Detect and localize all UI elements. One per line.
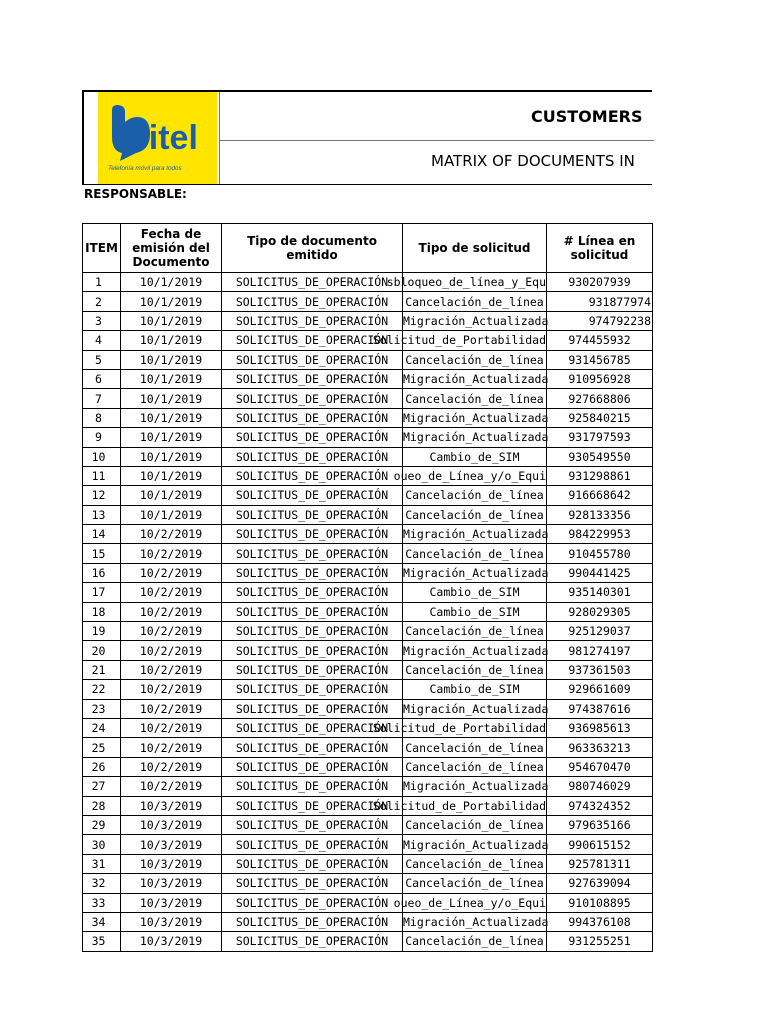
cell-linea: 930207939 <box>547 273 653 292</box>
cell-fecha: 10/1/2019 <box>121 273 222 292</box>
cell-linea: 925840215 <box>547 408 653 427</box>
cell-linea: 910108895 <box>547 893 653 912</box>
cell-item: 1 <box>83 273 121 292</box>
cell-linea: 994376108 <box>547 912 653 931</box>
cell-tipo-documento: SOLICITUS_DE_OPERACIÓN <box>222 350 403 369</box>
cell-tipo-solicitud: Cancelación_de_línea <box>403 874 547 893</box>
cell-tipo-solicitud: Migración_Actualizada <box>403 699 547 718</box>
cell-tipo-documento: SOLICITUS_DE_OPERACIÓN <box>222 389 403 408</box>
cell-fecha: 10/2/2019 <box>121 680 222 699</box>
cell-tipo-documento: SOLICITUS_DE_OPERACIÓN <box>222 699 403 718</box>
cell-item: 3 <box>83 311 121 330</box>
cell-item: 4 <box>83 331 121 350</box>
cell-linea: 974792238 <box>547 311 653 330</box>
table-row <box>83 350 653 369</box>
cell-tipo-documento: SOLICITUS_DE_OPERACIÓN <box>222 912 403 931</box>
cell-tipo-documento: SOLICITUS_DE_OPERACIÓN <box>222 525 403 544</box>
cell-linea: 974455932 <box>547 331 653 350</box>
cell-item: 29 <box>83 815 121 834</box>
cell-linea: 980746029 <box>547 777 653 796</box>
cell-tipo-documento: SOLICITUS_DE_OPERACIÓN <box>222 660 403 679</box>
cell-fecha: 10/3/2019 <box>121 874 222 893</box>
document-sheet <box>82 90 652 952</box>
cell-fecha: 10/1/2019 <box>121 350 222 369</box>
cell-linea: 910455780 <box>547 544 653 563</box>
cell-tipo-solicitud: Solicitud_de_Portabilidad <box>403 796 547 815</box>
cell-fecha: 10/3/2019 <box>121 796 222 815</box>
table-row <box>83 486 653 505</box>
cell-tipo-documento: SOLICITUS_DE_OPERACIÓN <box>222 563 403 582</box>
cell-fecha: 10/1/2019 <box>121 428 222 447</box>
cell-tipo-documento: SOLICITUS_DE_OPERACIÓN <box>222 796 403 815</box>
cell-item: 13 <box>83 505 121 524</box>
table-row <box>83 408 653 427</box>
table-row <box>83 311 653 330</box>
cell-item: 25 <box>83 738 121 757</box>
cell-tipo-solicitud: Migración_Actualizada <box>403 641 547 660</box>
cell-tipo-solicitud: Cancelación_de_línea <box>403 389 547 408</box>
cell-fecha: 10/2/2019 <box>121 525 222 544</box>
cell-fecha: 10/1/2019 <box>121 466 222 485</box>
table-row <box>83 369 653 388</box>
table-row <box>83 389 653 408</box>
cell-tipo-solicitud: oueo_de_Línea_y/o_Equi <box>403 893 547 912</box>
logo-tagline: Telefonía móvil para todos <box>108 165 182 172</box>
column-header-fecha: Fecha de emisión del Documento <box>121 224 222 273</box>
cell-fecha: 10/2/2019 <box>121 699 222 718</box>
cell-tipo-solicitud: Cancelación_de_línea <box>403 815 547 834</box>
cell-tipo-solicitud: oueo_de_Línea_y/o_Equi <box>403 466 547 485</box>
cell-tipo-solicitud: Migración_Actualizada <box>403 408 547 427</box>
cell-linea: 931298861 <box>547 466 653 485</box>
documents-table <box>82 223 653 952</box>
cell-tipo-solicitud: Migración_Actualizada <box>403 369 547 388</box>
table-row <box>83 525 653 544</box>
cell-tipo-solicitud: Cancelación_de_línea <box>403 292 547 311</box>
cell-fecha: 10/3/2019 <box>121 893 222 912</box>
cell-tipo-documento: SOLICITUS_DE_OPERACIÓN <box>222 815 403 834</box>
cell-fecha: 10/2/2019 <box>121 757 222 776</box>
cell-tipo-documento: SOLICITUS_DE_OPERACIÓN <box>222 641 403 660</box>
cell-item: 15 <box>83 544 121 563</box>
cell-fecha: 10/2/2019 <box>121 641 222 660</box>
table-row <box>83 912 653 931</box>
cell-tipo-documento: SOLICITUS_DE_OPERACIÓN <box>222 854 403 873</box>
cell-tipo-solicitud: Cancelación_de_línea <box>403 738 547 757</box>
bitel-logo-mark <box>98 92 217 184</box>
cell-item: 14 <box>83 525 121 544</box>
cell-fecha: 10/2/2019 <box>121 738 222 757</box>
cell-fecha: 10/1/2019 <box>121 486 222 505</box>
cell-tipo-documento: SOLICITUS_DE_OPERACIÓN <box>222 447 403 466</box>
cell-tipo-solicitud: Cancelación_de_línea <box>403 932 547 951</box>
cell-item: 16 <box>83 563 121 582</box>
cell-fecha: 10/3/2019 <box>121 815 222 834</box>
table-row <box>83 796 653 815</box>
cell-fecha: 10/1/2019 <box>121 447 222 466</box>
cell-fecha: 10/2/2019 <box>121 563 222 582</box>
cell-item: 33 <box>83 893 121 912</box>
cell-item: 6 <box>83 369 121 388</box>
cell-tipo-solicitud: Cancelación_de_línea <box>403 660 547 679</box>
table-row <box>83 602 653 621</box>
cell-fecha: 10/2/2019 <box>121 583 222 602</box>
cell-item: 34 <box>83 912 121 931</box>
cell-linea: 925129037 <box>547 622 653 641</box>
cell-linea: 931877974 <box>547 292 653 311</box>
table-row <box>83 932 653 951</box>
table-row <box>83 583 653 602</box>
table-row <box>83 854 653 873</box>
cell-fecha: 10/1/2019 <box>121 505 222 524</box>
cell-fecha: 10/3/2019 <box>121 835 222 854</box>
cell-fecha: 10/1/2019 <box>121 331 222 350</box>
cell-tipo-solicitud: Cancelación_de_línea <box>403 854 547 873</box>
cell-linea: 990615152 <box>547 835 653 854</box>
cell-linea: 927668806 <box>547 389 653 408</box>
cell-item: 30 <box>83 835 121 854</box>
cell-item: 24 <box>83 718 121 737</box>
cell-linea: 930549550 <box>547 447 653 466</box>
cell-fecha: 10/1/2019 <box>121 389 222 408</box>
cell-linea: 984229953 <box>547 525 653 544</box>
cell-item: 18 <box>83 602 121 621</box>
cell-linea: 974387616 <box>547 699 653 718</box>
cell-tipo-solicitud: Migración_Actualizada <box>403 428 547 447</box>
cell-linea: 928133356 <box>547 505 653 524</box>
cell-tipo-documento: SOLICITUS_DE_OPERACIÓN <box>222 311 403 330</box>
cell-tipo-solicitud: sbloqueo_de_línea_y_Equ <box>403 273 547 292</box>
cell-tipo-documento: SOLICITUS_DE_OPERACIÓN <box>222 273 403 292</box>
cell-tipo-documento: SOLICITUS_DE_OPERACIÓN <box>222 835 403 854</box>
cell-tipo-documento: SOLICITUS_DE_OPERACIÓN <box>222 602 403 621</box>
logo-wordmark: bitel <box>128 119 198 157</box>
table-row <box>83 622 653 641</box>
cell-tipo-documento: SOLICITUS_DE_OPERACIÓN <box>222 428 403 447</box>
cell-tipo-documento: SOLICITUS_DE_OPERACIÓN <box>222 331 403 350</box>
subtitle-row <box>220 141 654 184</box>
table-row <box>83 874 653 893</box>
cell-linea: 979635166 <box>547 815 653 834</box>
cell-linea: 935140301 <box>547 583 653 602</box>
cell-item: 12 <box>83 486 121 505</box>
cell-item: 10 <box>83 447 121 466</box>
table-row <box>83 447 653 466</box>
page-subtitle: MATRIX OF DOCUMENTS IN <box>431 152 635 170</box>
table-row <box>83 563 653 582</box>
document-header <box>82 90 652 184</box>
cell-item: 20 <box>83 641 121 660</box>
table-row <box>83 815 653 834</box>
cell-linea: 981274197 <box>547 641 653 660</box>
cell-tipo-documento: SOLICITUS_DE_OPERACIÓN <box>222 486 403 505</box>
cell-item: 9 <box>83 428 121 447</box>
table-body <box>83 273 653 952</box>
cell-tipo-documento: SOLICITUS_DE_OPERACIÓN <box>222 757 403 776</box>
cell-tipo-solicitud: Cancelación_de_línea <box>403 622 547 641</box>
cell-linea: 910956928 <box>547 369 653 388</box>
cell-item: 31 <box>83 854 121 873</box>
column-header-item: ITEM <box>83 224 121 273</box>
cell-tipo-solicitud: Migración_Actualizada <box>403 777 547 796</box>
cell-tipo-documento: SOLICITUS_DE_OPERACIÓN <box>222 505 403 524</box>
logo-cell <box>84 92 220 184</box>
cell-tipo-documento: SOLICITUS_DE_OPERACIÓN <box>222 777 403 796</box>
cell-tipo-solicitud: Migración_Actualizada <box>403 563 547 582</box>
cell-tipo-documento: SOLICITUS_DE_OPERACIÓN <box>222 466 403 485</box>
cell-tipo-documento: SOLICITUS_DE_OPERACIÓN <box>222 544 403 563</box>
cell-linea: 927639094 <box>547 874 653 893</box>
cell-linea: 954670470 <box>547 757 653 776</box>
cell-fecha: 10/2/2019 <box>121 544 222 563</box>
bitel-logo <box>98 92 217 184</box>
cell-tipo-solicitud: Cancelación_de_línea <box>403 505 547 524</box>
cell-linea: 925781311 <box>547 854 653 873</box>
table-row <box>83 544 653 563</box>
column-header-tipo-documento: Tipo de documento emitido <box>222 224 403 273</box>
cell-fecha: 10/3/2019 <box>121 854 222 873</box>
cell-linea: 931456785 <box>547 350 653 369</box>
responsable-row <box>82 184 652 223</box>
cell-linea: 974324352 <box>547 796 653 815</box>
table-row <box>83 699 653 718</box>
cell-linea: 931255251 <box>547 932 653 951</box>
table-row <box>83 331 653 350</box>
cell-linea: 931797593 <box>547 428 653 447</box>
table-row <box>83 718 653 737</box>
cell-fecha: 10/2/2019 <box>121 602 222 621</box>
cell-fecha: 10/3/2019 <box>121 912 222 931</box>
table-row <box>83 641 653 660</box>
cell-tipo-solicitud: Cancelación_de_línea <box>403 486 547 505</box>
cell-tipo-solicitud: Cambio_de_SIM <box>403 447 547 466</box>
cell-tipo-documento: SOLICITUS_DE_OPERACIÓN <box>222 408 403 427</box>
cell-fecha: 10/1/2019 <box>121 311 222 330</box>
cell-tipo-documento: SOLICITUS_DE_OPERACIÓN <box>222 932 403 951</box>
cell-linea: 990441425 <box>547 563 653 582</box>
cell-item: 8 <box>83 408 121 427</box>
cell-item: 22 <box>83 680 121 699</box>
cell-item: 21 <box>83 660 121 679</box>
table-row <box>83 680 653 699</box>
cell-tipo-solicitud: Migración_Actualizada <box>403 912 547 931</box>
cell-item: 19 <box>83 622 121 641</box>
table-row <box>83 428 653 447</box>
table-row <box>83 835 653 854</box>
cell-item: 27 <box>83 777 121 796</box>
cell-tipo-documento: SOLICITUS_DE_OPERACIÓN <box>222 583 403 602</box>
table-row <box>83 777 653 796</box>
cell-fecha: 10/2/2019 <box>121 777 222 796</box>
cell-item: 26 <box>83 757 121 776</box>
cell-tipo-solicitud: Migración_Actualizada <box>403 835 547 854</box>
table-row <box>83 757 653 776</box>
title-row <box>220 92 654 141</box>
table-row <box>83 505 653 524</box>
table-row <box>83 738 653 757</box>
cell-fecha: 10/2/2019 <box>121 718 222 737</box>
cell-fecha: 10/1/2019 <box>121 408 222 427</box>
table-row <box>83 466 653 485</box>
cell-tipo-documento: SOLICITUS_DE_OPERACIÓN <box>222 893 403 912</box>
cell-tipo-documento: SOLICITUS_DE_OPERACIÓN <box>222 718 403 737</box>
table-row <box>83 893 653 912</box>
cell-tipo-solicitud: Cancelación_de_línea <box>403 757 547 776</box>
cell-item: 11 <box>83 466 121 485</box>
cell-item: 23 <box>83 699 121 718</box>
cell-item: 35 <box>83 932 121 951</box>
cell-tipo-solicitud: Cambio_de_SIM <box>403 680 547 699</box>
cell-linea: 916668642 <box>547 486 653 505</box>
cell-item: 28 <box>83 796 121 815</box>
cell-linea: 936985613 <box>547 718 653 737</box>
cell-item: 2 <box>83 292 121 311</box>
cell-tipo-solicitud: Solicitud_de_Portabilidad <box>403 331 547 350</box>
page-title: CUSTOMERS <box>531 107 643 126</box>
cell-fecha: 10/1/2019 <box>121 292 222 311</box>
table-row <box>83 292 653 311</box>
cell-linea: 963363213 <box>547 738 653 757</box>
cell-tipo-solicitud: Solicitud_de_Portabilidad <box>403 718 547 737</box>
cell-tipo-solicitud: Cambio_de_SIM <box>403 583 547 602</box>
column-header-tipo-solicitud: Tipo de solicitud <box>403 224 547 273</box>
cell-tipo-solicitud: Cancelación_de_línea <box>403 350 547 369</box>
responsable-label: RESPONSABLE: <box>84 187 187 201</box>
cell-tipo-documento: SOLICITUS_DE_OPERACIÓN <box>222 292 403 311</box>
cell-tipo-documento: SOLICITUS_DE_OPERACIÓN <box>222 680 403 699</box>
table-row <box>83 273 653 292</box>
cell-tipo-solicitud: Cancelación_de_línea <box>403 544 547 563</box>
cell-item: 32 <box>83 874 121 893</box>
cell-item: 17 <box>83 583 121 602</box>
cell-linea: 937361503 <box>547 660 653 679</box>
cell-tipo-documento: SOLICITUS_DE_OPERACIÓN <box>222 622 403 641</box>
cell-linea: 929661609 <box>547 680 653 699</box>
cell-tipo-documento: SOLICITUS_DE_OPERACIÓN <box>222 874 403 893</box>
cell-fecha: 10/3/2019 <box>121 932 222 951</box>
table-header-row <box>83 224 653 273</box>
cell-item: 5 <box>83 350 121 369</box>
cell-tipo-solicitud: Migración_Actualizada <box>403 525 547 544</box>
cell-tipo-solicitud: Migración_Actualizada <box>403 311 547 330</box>
column-header-linea: # Línea en solicitud <box>547 224 653 273</box>
cell-tipo-documento: SOLICITUS_DE_OPERACIÓN <box>222 738 403 757</box>
table-row <box>83 660 653 679</box>
cell-item: 7 <box>83 389 121 408</box>
cell-linea: 928029305 <box>547 602 653 621</box>
cell-fecha: 10/2/2019 <box>121 622 222 641</box>
cell-tipo-solicitud: Cambio_de_SIM <box>403 602 547 621</box>
cell-fecha: 10/1/2019 <box>121 369 222 388</box>
cell-fecha: 10/2/2019 <box>121 660 222 679</box>
cell-tipo-documento: SOLICITUS_DE_OPERACIÓN <box>222 369 403 388</box>
